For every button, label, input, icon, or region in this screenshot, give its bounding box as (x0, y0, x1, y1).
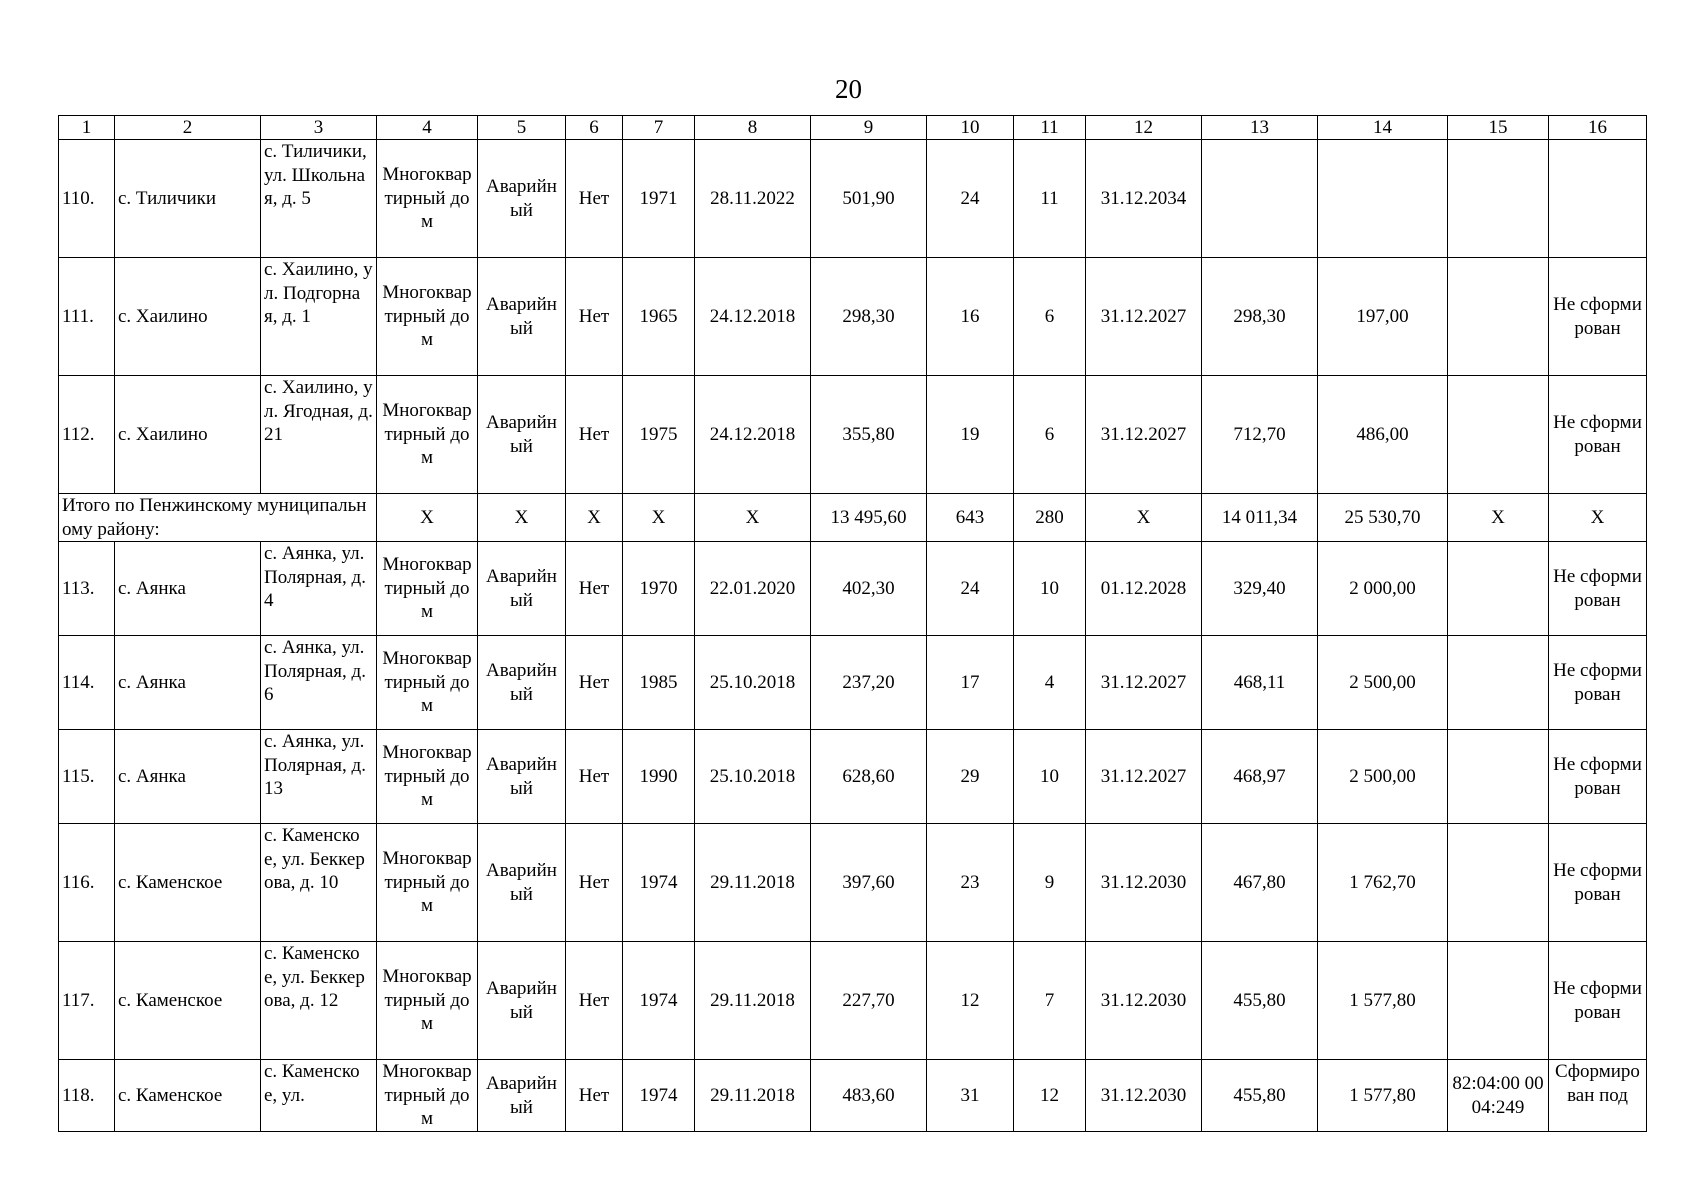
total-col16: Х (1549, 494, 1647, 542)
row-number: 112. (59, 376, 115, 494)
building-type-cell: Многоквартирный дом (377, 730, 478, 824)
building-type-cell: Многоквартирный дом (377, 824, 478, 942)
building-type-cell: Многоквартирный дом (377, 376, 478, 494)
col10-cell: 24 (927, 140, 1014, 258)
col16-cell: Не сформирован (1549, 376, 1647, 494)
row-number: 118. (59, 1060, 115, 1132)
total-col12: Х (1086, 494, 1202, 542)
address-cell: с. Аянка, ул. Полярная, д. 6 (261, 636, 377, 730)
col6-cell: Нет (566, 376, 623, 494)
table-row (59, 258, 1647, 376)
address-cell: с. Тиличики, ул. Школьная, д. 5 (261, 140, 377, 258)
total-col5: Х (478, 494, 566, 542)
settlement-cell: с. Каменское (115, 1060, 261, 1132)
col10-cell: 19 (927, 376, 1014, 494)
settlement-cell: с. Аянка (115, 636, 261, 730)
col13-cell: 455,80 (1202, 1060, 1318, 1132)
col14-cell: 1 577,80 (1318, 942, 1448, 1060)
date-cell: 25.10.2018 (695, 636, 811, 730)
col10-cell: 12 (927, 942, 1014, 1060)
header-cell: 5 (478, 116, 566, 140)
year-cell: 1974 (623, 824, 695, 942)
col6-cell: Нет (566, 1060, 623, 1132)
table-row (59, 1060, 1647, 1132)
col13-cell: 712,70 (1202, 376, 1318, 494)
col14-cell: 2 000,00 (1318, 542, 1448, 636)
total-col4: Х (377, 494, 478, 542)
date-cell: 28.11.2022 (695, 140, 811, 258)
date-cell: 24.12.2018 (695, 376, 811, 494)
col6-cell: Нет (566, 636, 623, 730)
building-type-cell: Многоквартирный дом (377, 942, 478, 1060)
header-cell: 1 (59, 116, 115, 140)
col15-cell (1448, 542, 1549, 636)
col15-cell (1448, 636, 1549, 730)
row-number: 111. (59, 258, 115, 376)
deadline-cell: 01.12.2028 (1086, 542, 1202, 636)
col6-cell: Нет (566, 542, 623, 636)
address-cell: с. Хаилино, ул. Ягодная, д. 21 (261, 376, 377, 494)
year-cell: 1971 (623, 140, 695, 258)
col6-cell: Нет (566, 824, 623, 942)
col13-cell: 455,80 (1202, 942, 1318, 1060)
date-cell: 29.11.2018 (695, 824, 811, 942)
date-cell: 24.12.2018 (695, 258, 811, 376)
condition-cell: Аварийный (478, 376, 566, 494)
area-cell: 227,70 (811, 942, 927, 1060)
condition-cell: Аварийный (478, 1060, 566, 1132)
col15-cell (1448, 376, 1549, 494)
area-cell: 501,90 (811, 140, 927, 258)
col10-cell: 23 (927, 824, 1014, 942)
table-row (59, 942, 1647, 1060)
condition-cell: Аварийный (478, 824, 566, 942)
deadline-cell: 31.12.2027 (1086, 730, 1202, 824)
col14-cell: 2 500,00 (1318, 730, 1448, 824)
col10-cell: 29 (927, 730, 1014, 824)
total-label: Итого по Пенжинскому муниципальному району: (59, 494, 377, 542)
col14-cell: 2 500,00 (1318, 636, 1448, 730)
table-row (59, 376, 1647, 494)
condition-cell: Аварийный (478, 542, 566, 636)
deadline-cell: 31.12.2030 (1086, 824, 1202, 942)
header-cell: 4 (377, 116, 478, 140)
housing-register-table (58, 115, 1647, 1132)
address-cell: с. Хаилино, ул. Подгорная, д. 1 (261, 258, 377, 376)
col14-cell: 1 577,80 (1318, 1060, 1448, 1132)
col13-cell: 329,40 (1202, 542, 1318, 636)
condition-cell: Аварийный (478, 140, 566, 258)
total-col14: 25 530,70 (1318, 494, 1448, 542)
col11-cell: 6 (1014, 376, 1086, 494)
col10-cell: 24 (927, 542, 1014, 636)
settlement-cell: с. Аянка (115, 542, 261, 636)
column-number-header-row (59, 116, 1647, 140)
col15-cell (1448, 824, 1549, 942)
col16-cell: Не сформирован (1549, 636, 1647, 730)
col15-cell (1448, 942, 1549, 1060)
col6-cell: Нет (566, 140, 623, 258)
condition-cell: Аварийный (478, 730, 566, 824)
settlement-cell: с. Тиличики (115, 140, 261, 258)
year-cell: 1965 (623, 258, 695, 376)
address-cell: с. Каменское, ул. (261, 1060, 377, 1132)
settlement-cell: с. Хаилино (115, 258, 261, 376)
year-cell: 1970 (623, 542, 695, 636)
col6-cell: Нет (566, 730, 623, 824)
col14-cell: 197,00 (1318, 258, 1448, 376)
address-cell: с. Каменское, ул. Беккерова, д. 10 (261, 824, 377, 942)
year-cell: 1974 (623, 1060, 695, 1132)
col16-cell (1549, 140, 1647, 258)
header-cell: 2 (115, 116, 261, 140)
condition-cell: Аварийный (478, 258, 566, 376)
date-cell: 29.11.2018 (695, 942, 811, 1060)
col16-cell: Не сформирован (1549, 542, 1647, 636)
building-type-cell: Многоквартирный дом (377, 636, 478, 730)
header-cell: 7 (623, 116, 695, 140)
deadline-cell: 31.12.2030 (1086, 942, 1202, 1060)
col10-cell: 31 (927, 1060, 1014, 1132)
year-cell: 1990 (623, 730, 695, 824)
header-cell: 16 (1549, 116, 1647, 140)
deadline-cell: 31.12.2034 (1086, 140, 1202, 258)
area-cell: 355,80 (811, 376, 927, 494)
col13-cell (1202, 140, 1318, 258)
total-col8: Х (695, 494, 811, 542)
total-col7: Х (623, 494, 695, 542)
col11-cell: 10 (1014, 730, 1086, 824)
condition-cell: Аварийный (478, 942, 566, 1060)
total-col11: 280 (1014, 494, 1086, 542)
row-number: 116. (59, 824, 115, 942)
col11-cell: 9 (1014, 824, 1086, 942)
col14-cell: 1 762,70 (1318, 824, 1448, 942)
col16-cell: Не сформирован (1549, 824, 1647, 942)
settlement-cell: с. Каменское (115, 942, 261, 1060)
col6-cell: Нет (566, 258, 623, 376)
condition-cell: Аварийный (478, 636, 566, 730)
total-col13: 14 011,34 (1202, 494, 1318, 542)
table-row (59, 636, 1647, 730)
col10-cell: 17 (927, 636, 1014, 730)
page-number: 20 (835, 74, 862, 104)
building-type-cell: Многоквартирный дом (377, 258, 478, 376)
year-cell: 1975 (623, 376, 695, 494)
date-cell: 29.11.2018 (695, 1060, 811, 1132)
year-cell: 1985 (623, 636, 695, 730)
col10-cell: 16 (927, 258, 1014, 376)
year-cell: 1974 (623, 942, 695, 1060)
address-cell: с. Каменское, ул. Беккерова, д. 12 (261, 942, 377, 1060)
col11-cell: 10 (1014, 542, 1086, 636)
area-cell: 402,30 (811, 542, 927, 636)
area-cell: 237,20 (811, 636, 927, 730)
col16-cell: Сформирован под (1549, 1060, 1647, 1132)
header-cell: 9 (811, 116, 927, 140)
col6-cell: Нет (566, 942, 623, 1060)
col11-cell: 11 (1014, 140, 1086, 258)
table-row (59, 140, 1647, 258)
row-number: 114. (59, 636, 115, 730)
col15-cell (1448, 140, 1549, 258)
col16-cell: Не сформирован (1549, 258, 1647, 376)
header-cell: 12 (1086, 116, 1202, 140)
col13-cell: 468,97 (1202, 730, 1318, 824)
date-cell: 25.10.2018 (695, 730, 811, 824)
row-number: 117. (59, 942, 115, 1060)
col11-cell: 6 (1014, 258, 1086, 376)
area-cell: 483,60 (811, 1060, 927, 1132)
total-col15: Х (1448, 494, 1549, 542)
deadline-cell: 31.12.2027 (1086, 376, 1202, 494)
col15-cell (1448, 730, 1549, 824)
header-cell: 13 (1202, 116, 1318, 140)
date-cell: 22.01.2020 (695, 542, 811, 636)
building-type-cell: Многоквартирный дом (377, 542, 478, 636)
col11-cell: 4 (1014, 636, 1086, 730)
table-row (59, 730, 1647, 824)
header-cell: 15 (1448, 116, 1549, 140)
area-cell: 397,60 (811, 824, 927, 942)
area-cell: 298,30 (811, 258, 927, 376)
header-cell: 11 (1014, 116, 1086, 140)
col14-cell (1318, 140, 1448, 258)
settlement-cell: с. Каменское (115, 824, 261, 942)
row-number: 110. (59, 140, 115, 258)
header-cell: 8 (695, 116, 811, 140)
total-col6: Х (566, 494, 623, 542)
col16-cell: Не сформирован (1549, 730, 1647, 824)
header-cell: 10 (927, 116, 1014, 140)
district-total-row (59, 494, 1647, 542)
col11-cell: 7 (1014, 942, 1086, 1060)
area-cell: 628,60 (811, 730, 927, 824)
col14-cell: 486,00 (1318, 376, 1448, 494)
address-cell: с. Аянка, ул. Полярная, д. 4 (261, 542, 377, 636)
building-type-cell: Многоквартирный дом (377, 1060, 478, 1132)
cadastral-number-cell: 82:04:00 0004:249 (1448, 1060, 1549, 1132)
address-cell: с. Аянка, ул. Полярная, д. 13 (261, 730, 377, 824)
deadline-cell: 31.12.2030 (1086, 1060, 1202, 1132)
deadline-cell: 31.12.2027 (1086, 258, 1202, 376)
row-number: 113. (59, 542, 115, 636)
header-cell: 14 (1318, 116, 1448, 140)
header-cell: 6 (566, 116, 623, 140)
col16-cell: Не сформирован (1549, 942, 1647, 1060)
table-row (59, 542, 1647, 636)
building-type-cell: Многоквартирный дом (377, 140, 478, 258)
row-number: 115. (59, 730, 115, 824)
table-row (59, 824, 1647, 942)
settlement-cell: с. Хаилино (115, 376, 261, 494)
col13-cell: 467,80 (1202, 824, 1318, 942)
total-area: 13 495,60 (811, 494, 927, 542)
total-col10: 643 (927, 494, 1014, 542)
header-cell: 3 (261, 116, 377, 140)
col11-cell: 12 (1014, 1060, 1086, 1132)
col15-cell (1448, 258, 1549, 376)
col13-cell: 298,30 (1202, 258, 1318, 376)
deadline-cell: 31.12.2027 (1086, 636, 1202, 730)
col13-cell: 468,11 (1202, 636, 1318, 730)
settlement-cell: с. Аянка (115, 730, 261, 824)
